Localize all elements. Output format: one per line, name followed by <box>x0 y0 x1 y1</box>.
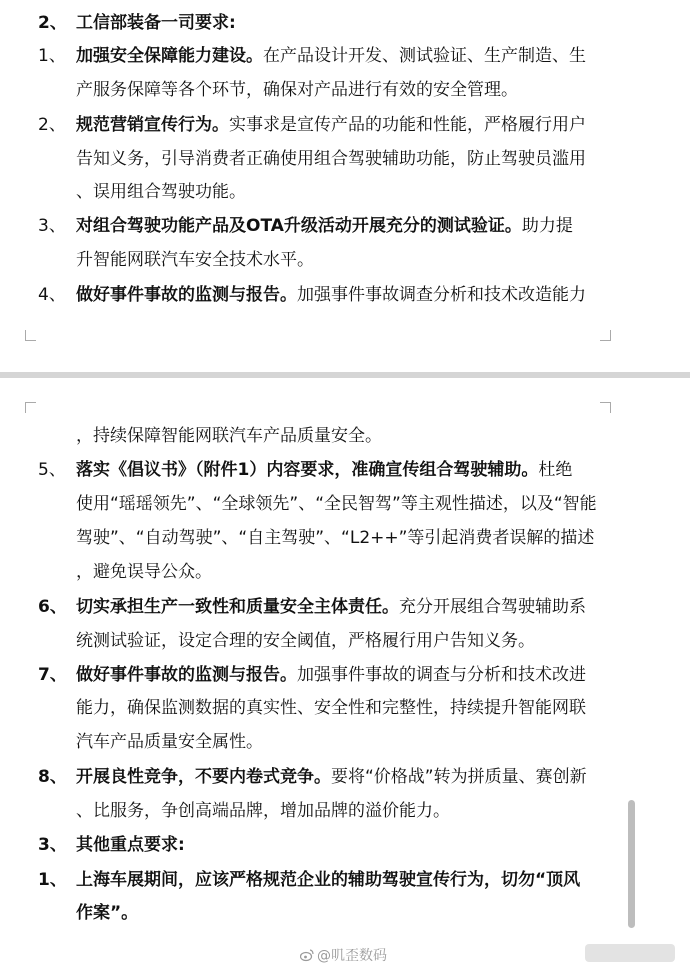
watermark-text: @叽歪数码 <box>317 948 387 964</box>
weibo-logo-icon <box>300 948 314 962</box>
section-title: 工信部装备一司要求: <box>76 13 236 33</box>
item-line: 告知义务，引导消费者正确使用组合驾驶辅助功能，防止驾驶员滥用 <box>76 149 586 169</box>
item-bold-text: 对组合驾驶功能产品及OTA升级活动开展充分的测试验证。 <box>76 216 522 236</box>
item-text: 充分开展组合驾驶辅助系 <box>399 597 586 617</box>
section-number: 3、 <box>38 835 67 855</box>
item-bold-text: 落实《倡议书》（附件1）内容要求，准确宣传组合驾驶辅助。 <box>76 460 539 480</box>
item-text: 杜绝 <box>538 460 573 480</box>
item-line: ，持续保障智能网联汽车产品质量安全。 <box>76 426 382 446</box>
item-line <box>76 284 586 306</box>
item-line: 统测试验证，设定合理的安全阈值，严格履行用户告知义务。 <box>76 631 535 651</box>
item-line: 使用“瑶瑶领先”、“全球领先”、“全民智驾”等主观性描述，以及“智能 <box>76 494 597 514</box>
page-margin-mark <box>600 330 611 341</box>
item-line: 升智能网联汽车安全技术水平。 <box>76 250 314 270</box>
item-number: 8、 <box>38 767 67 787</box>
item-text: 在产品设计开发、测试验证、生产制造、生 <box>263 46 586 66</box>
item-text: 加强事件事故调查分析和技术改造能力 <box>297 285 586 305</box>
item-line: 汽车产品质量安全属性。 <box>76 732 263 752</box>
item-line: 上海车展期间，应该严格规范企业的辅助驾驶宣传行为，切勿“顶风 <box>76 870 581 890</box>
item-bold-text: 做好事件事故的监测与报告。 <box>76 665 297 685</box>
item-number: 4、 <box>38 285 66 305</box>
item-bold-text: 开展良性竞争，不要内卷式竞争。 <box>76 767 331 787</box>
section-number: 2、 <box>38 13 67 33</box>
item-text: 加强事件事故的调查与分析和技术改进 <box>297 665 586 685</box>
vertical-scrollbar[interactable] <box>628 800 635 928</box>
item-line <box>76 664 586 686</box>
item-line: 产服务保障等各个环节，确保对产品进行有效的安全管理。 <box>76 80 518 100</box>
item-line: 、比服务，争创高端品牌，增加品牌的溢价能力。 <box>76 801 450 821</box>
item-line: 作案”。 <box>76 903 139 923</box>
item-number: 3、 <box>38 216 66 236</box>
item-line <box>76 45 586 67</box>
item-text: 要将“价格战”转为拼质量、赛创新 <box>331 767 587 787</box>
item-text: 助力提 <box>521 216 573 236</box>
item-number: 1、 <box>38 46 66 66</box>
item-line <box>76 596 586 618</box>
item-number: 2、 <box>38 115 66 135</box>
item-number: 5、 <box>38 460 66 480</box>
blurred-watermark <box>585 944 675 962</box>
item-bold-text: 切实承担生产一致性和质量安全主体责任。 <box>76 597 399 617</box>
item-bold-text: 做好事件事故的监测与报告。 <box>76 285 297 305</box>
section-title: 其他重点要求: <box>76 835 185 855</box>
watermark <box>300 945 387 965</box>
document-page-1 <box>0 0 690 372</box>
item-line: 能力，确保监测数据的真实性、安全性和完整性，持续提升智能网联 <box>76 698 586 718</box>
item-line <box>76 766 587 788</box>
item-text: 实事求是宣传产品的功能和性能，严格履行用户 <box>229 115 586 135</box>
item-number: 1、 <box>38 870 67 890</box>
item-line: 、误用组合驾驶功能。 <box>76 182 246 202</box>
page-margin-mark <box>25 330 36 341</box>
item-bold-text: 加强安全保障能力建设。 <box>76 46 263 66</box>
item-line: ，避免误导公众。 <box>76 562 212 582</box>
item-line <box>76 215 573 237</box>
page-margin-mark <box>25 402 36 413</box>
item-line <box>76 114 586 136</box>
item-line <box>76 459 572 481</box>
item-number: 7、 <box>38 665 67 685</box>
item-bold-text: 规范营销宣传行为。 <box>76 115 229 135</box>
page-margin-mark <box>600 402 611 413</box>
item-line: 驾驶”、“自动驾驶”、“自主驾驶”、“L2++”等引起消费者误解的描述 <box>76 528 595 548</box>
item-number: 6、 <box>38 597 67 617</box>
